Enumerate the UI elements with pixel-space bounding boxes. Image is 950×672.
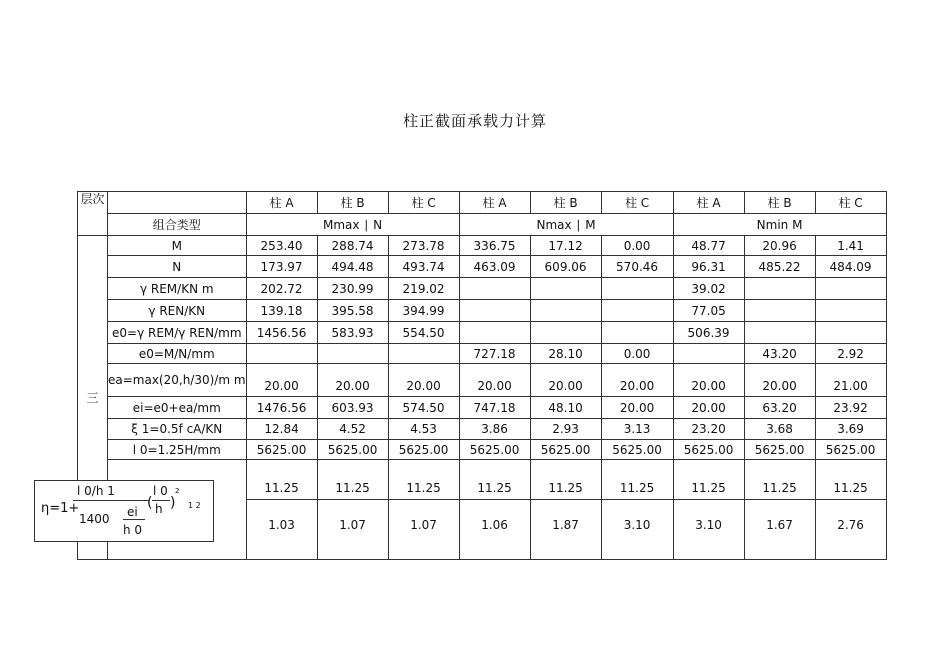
value-cell: 230.99	[317, 278, 388, 300]
combo-group: Mmax ∣ N	[246, 214, 459, 236]
value-cell: 96.31	[673, 256, 744, 278]
value-cell: 20.00	[744, 364, 815, 397]
value-cell: 3.10	[673, 500, 744, 560]
value-cell: 1.41	[815, 236, 886, 256]
value-cell: 484.09	[815, 256, 886, 278]
value-cell: 20.00	[388, 364, 459, 397]
value-cell: 23.92	[815, 397, 886, 419]
value-cell: 5625.00	[673, 440, 744, 460]
combo-row	[78, 214, 887, 236]
value-cell: 5625.00	[317, 440, 388, 460]
value-cell: 20.00	[673, 364, 744, 397]
value-cell	[815, 322, 886, 344]
row-label: γ REM/KN m	[108, 278, 247, 300]
value-cell: 63.20	[744, 397, 815, 419]
value-cell: 1.06	[459, 500, 530, 560]
table-row	[78, 236, 887, 256]
value-cell: 574.50	[388, 397, 459, 419]
value-cell	[744, 278, 815, 300]
value-cell: 1.87	[530, 500, 601, 560]
value-cell: 2.93	[530, 419, 601, 440]
value-cell: 20.00	[246, 364, 317, 397]
value-cell: 11.25	[530, 460, 601, 500]
value-cell: 493.74	[388, 256, 459, 278]
value-cell	[530, 278, 601, 300]
formula-paren-close: )	[170, 495, 176, 511]
value-cell: 570.46	[601, 256, 673, 278]
value-cell	[744, 322, 815, 344]
value-cell: 12.84	[246, 419, 317, 440]
value-cell: 0.00	[601, 344, 673, 364]
value-cell: 11.25	[459, 460, 530, 500]
value-cell	[601, 278, 673, 300]
col-header: 柱 C	[815, 192, 886, 214]
row-label: l 0=1.25H/mm	[108, 440, 247, 460]
value-cell: 485.22	[744, 256, 815, 278]
floor-header: 层次	[78, 192, 108, 236]
floor-cell: 三	[78, 236, 108, 560]
page-title: 柱正截面承载力计算	[402, 112, 547, 130]
value-cell: 1.07	[317, 500, 388, 560]
col-header: 柱 B	[317, 192, 388, 214]
value-cell: 77.05	[673, 300, 744, 322]
col-header: 柱 B	[744, 192, 815, 214]
table-row	[78, 322, 887, 344]
value-cell: 11.25	[317, 460, 388, 500]
fraction-bar	[73, 500, 149, 501]
value-cell: 11.25	[744, 460, 815, 500]
value-cell: 1.07	[388, 500, 459, 560]
row-label: e0=γ REM/γ REN/mm	[108, 322, 247, 344]
value-cell: 273.78	[388, 236, 459, 256]
value-cell: 583.93	[317, 322, 388, 344]
col-header: 柱 B	[530, 192, 601, 214]
combo-group: Nmin M	[673, 214, 886, 236]
value-cell	[601, 300, 673, 322]
table-row	[78, 344, 887, 364]
eta-formula	[34, 480, 214, 542]
value-cell: 3.10	[601, 500, 673, 560]
table-row	[78, 256, 887, 278]
value-cell	[530, 300, 601, 322]
table-row	[78, 278, 887, 300]
row-label: ei=e0+ea/mm	[108, 397, 247, 419]
value-cell: 1.03	[246, 500, 317, 560]
value-cell: 219.02	[388, 278, 459, 300]
value-cell: 2.76	[815, 500, 886, 560]
value-cell	[459, 278, 530, 300]
value-cell: 5625.00	[459, 440, 530, 460]
table-row	[78, 300, 887, 322]
value-cell: 3.86	[459, 419, 530, 440]
value-cell: 288.74	[317, 236, 388, 256]
formula-denominator: 1400	[79, 512, 110, 526]
value-cell: 48.10	[530, 397, 601, 419]
col-header: 柱 A	[246, 192, 317, 214]
value-cell: 11.25	[673, 460, 744, 500]
table-row	[78, 397, 887, 419]
row-label: M	[108, 236, 247, 256]
header-row	[78, 192, 887, 214]
value-cell: 463.09	[459, 256, 530, 278]
value-cell: 5625.00	[246, 440, 317, 460]
value-cell: 554.50	[388, 322, 459, 344]
table-row	[78, 419, 887, 440]
value-cell: 20.00	[601, 397, 673, 419]
formula-lead: η=1+	[41, 501, 80, 516]
formula-paren-open: (	[147, 495, 153, 511]
value-cell: 21.00	[815, 364, 886, 397]
value-cell: 23.20	[673, 419, 744, 440]
value-cell: 253.40	[246, 236, 317, 256]
value-cell: 20.00	[459, 364, 530, 397]
value-cell: 494.48	[317, 256, 388, 278]
table-row	[78, 440, 887, 460]
value-cell: 609.06	[530, 256, 601, 278]
value-cell	[601, 322, 673, 344]
value-cell	[459, 300, 530, 322]
value-cell: 0.00	[601, 236, 673, 256]
col-header: 柱 C	[601, 192, 673, 214]
value-cell	[459, 322, 530, 344]
value-cell	[317, 344, 388, 364]
value-cell	[673, 344, 744, 364]
value-cell: 1476.56	[246, 397, 317, 419]
fraction-bar-l0	[152, 500, 170, 501]
value-cell: 20.96	[744, 236, 815, 256]
value-cell: 5625.00	[530, 440, 601, 460]
value-cell: 1456.56	[246, 322, 317, 344]
value-cell	[388, 344, 459, 364]
value-cell: 11.25	[388, 460, 459, 500]
formula-l0: l 0	[153, 484, 168, 498]
value-cell: 2.92	[815, 344, 886, 364]
value-cell: 39.02	[673, 278, 744, 300]
value-cell: 5625.00	[815, 440, 886, 460]
value-cell: 394.99	[388, 300, 459, 322]
value-cell: 28.10	[530, 344, 601, 364]
col-header: 柱 A	[459, 192, 530, 214]
row-label: e0=M/N/mm	[108, 344, 247, 364]
row-label: N	[108, 256, 247, 278]
value-cell: 20.00	[530, 364, 601, 397]
value-cell: 11.25	[246, 460, 317, 500]
value-cell: 506.39	[673, 322, 744, 344]
value-cell: 3.69	[815, 419, 886, 440]
combo-type-label: 组合类型	[108, 214, 247, 236]
combo-group: Nmax ∣ M	[459, 214, 673, 236]
value-cell: 5625.00	[744, 440, 815, 460]
table-row	[78, 364, 887, 397]
value-cell: 173.97	[246, 256, 317, 278]
value-cell	[744, 300, 815, 322]
col-header: 柱 A	[673, 192, 744, 214]
row-label: γ REN/KN	[108, 300, 247, 322]
value-cell: 17.12	[530, 236, 601, 256]
value-cell	[530, 322, 601, 344]
value-cell: 20.00	[317, 364, 388, 397]
value-cell: 1.67	[744, 500, 815, 560]
formula-exponent: 2	[175, 487, 180, 495]
value-cell: 48.77	[673, 236, 744, 256]
value-cell: 139.18	[246, 300, 317, 322]
value-cell: 727.18	[459, 344, 530, 364]
formula-h0: h 0	[123, 523, 143, 537]
formula-ei: ei	[127, 505, 138, 519]
value-cell: 5625.00	[601, 440, 673, 460]
value-cell: 336.75	[459, 236, 530, 256]
value-cell: 3.13	[601, 419, 673, 440]
formula-numerator: l 0/h 1	[77, 484, 115, 498]
value-cell: 20.00	[673, 397, 744, 419]
value-cell: 5625.00	[388, 440, 459, 460]
value-cell: 747.18	[459, 397, 530, 419]
value-cell: 4.53	[388, 419, 459, 440]
value-cell: 20.00	[601, 364, 673, 397]
value-cell: 395.58	[317, 300, 388, 322]
row-label: ea=max(20,h/30)/m m	[108, 364, 247, 397]
row-label: ξ 1=0.5f cA/KN	[108, 419, 247, 440]
formula-tail: 1 2	[188, 501, 201, 510]
fraction-bar-ei	[123, 519, 145, 520]
header-blank	[108, 192, 247, 214]
value-cell	[815, 278, 886, 300]
value-cell: 603.93	[317, 397, 388, 419]
col-header: 柱 C	[388, 192, 459, 214]
value-cell	[246, 344, 317, 364]
value-cell: 3.68	[744, 419, 815, 440]
formula-h: h	[155, 502, 163, 516]
value-cell: 4.52	[317, 419, 388, 440]
value-cell: 11.25	[815, 460, 886, 500]
value-cell	[815, 300, 886, 322]
value-cell: 202.72	[246, 278, 317, 300]
value-cell: 11.25	[601, 460, 673, 500]
value-cell: 43.20	[744, 344, 815, 364]
